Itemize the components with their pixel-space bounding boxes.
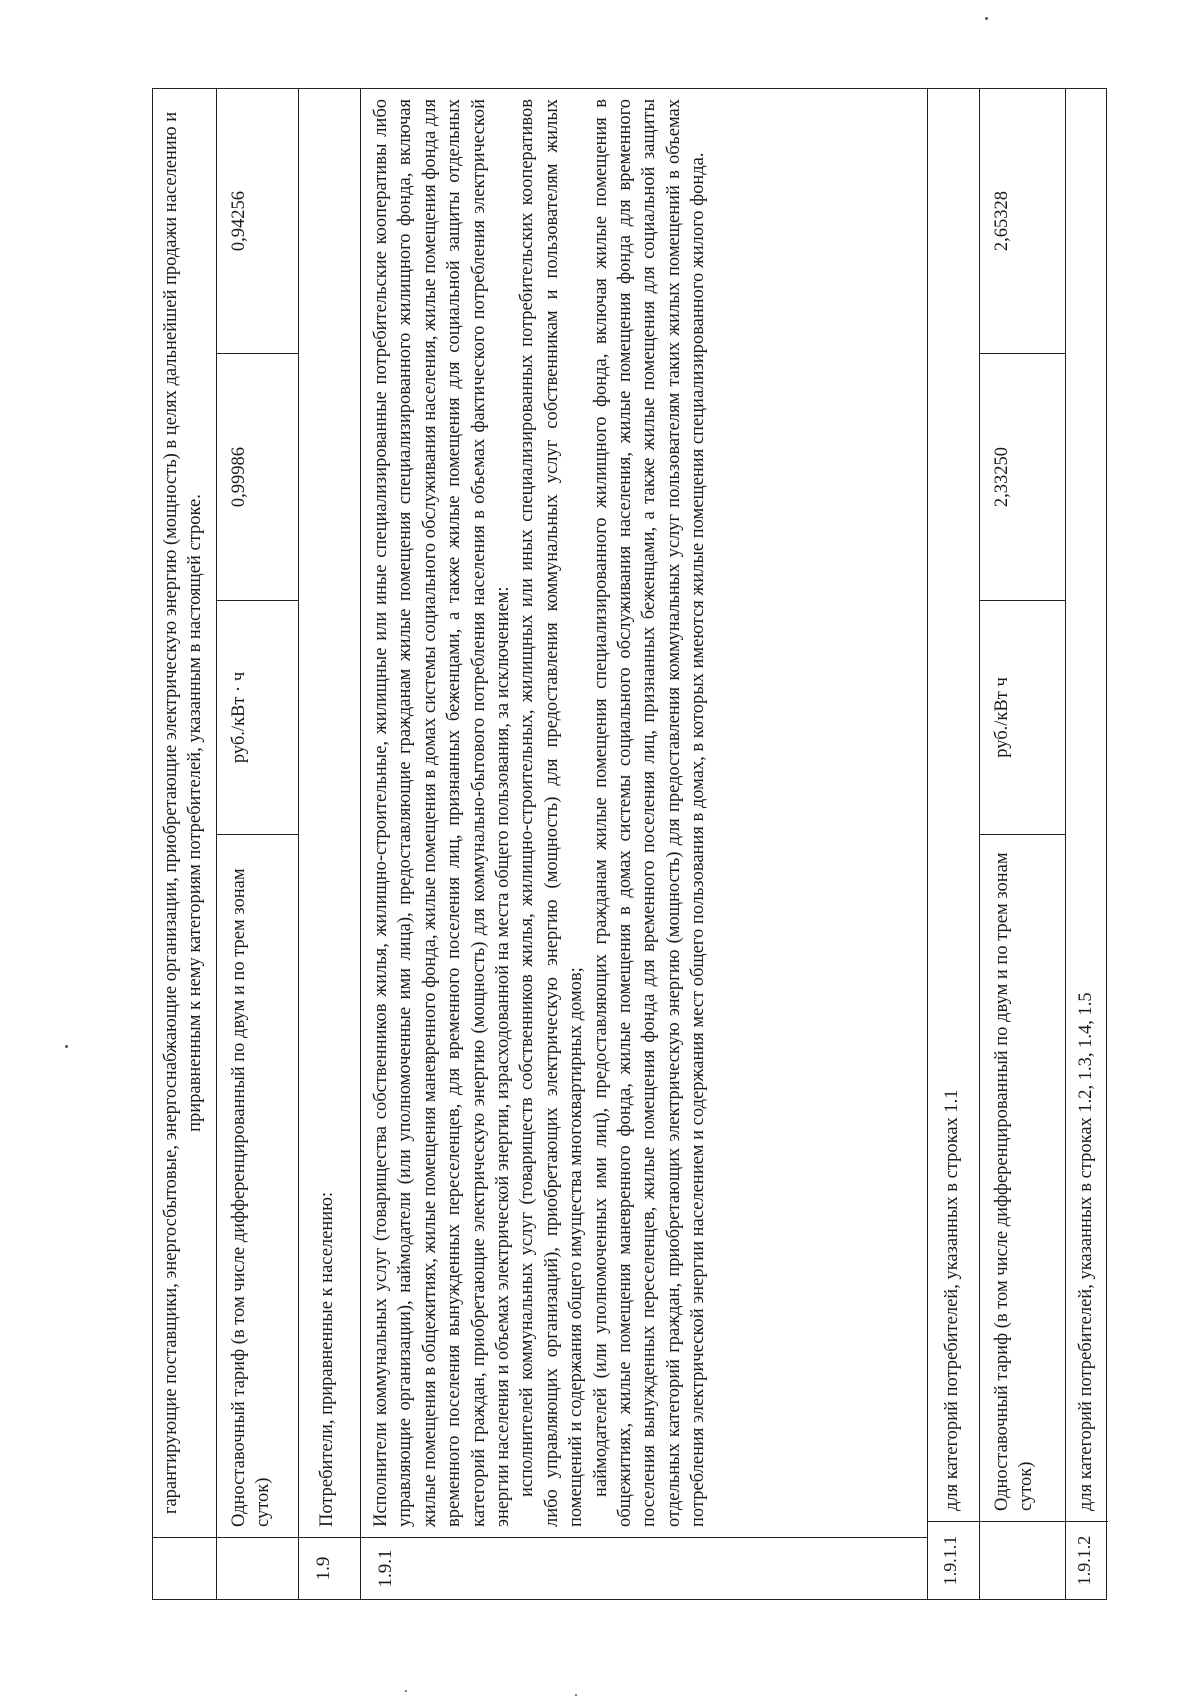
table-row [928,89,980,1599]
tariff-unit: руб./кВт · ч [229,671,249,764]
row-text: Потребители, приравненные к населению: [317,1191,337,1527]
table-row [361,89,928,1599]
scan-speck [65,1045,68,1048]
unit-cell [980,601,1065,835]
rotated-page [152,88,1107,1600]
row-number-cell [299,1537,360,1599]
row-number: 1.9.1 [375,1549,396,1588]
row-text: для категорий потребителей, указанных в строках 1.1 [942,1089,962,1511]
row-text: для категорий потребителей, указанных в строках 1.2, 1.3, 1.4, 1.5 [1076,992,1096,1511]
row-number-cell [217,1537,298,1599]
row-text-cell [1066,89,1108,1521]
tariff-table [152,88,1107,1600]
row-number: 1.9.1.1 [940,1535,960,1586]
tariff-label-cell [217,835,298,1537]
value-cell [980,354,1065,601]
scan-speck [405,1690,407,1692]
value-cell [217,89,298,354]
value-cell [980,89,1065,354]
tariff-value-2: 0,94256 [229,190,249,252]
tariff-label-cell [980,835,1065,1521]
scan-speck [985,17,988,20]
row-number: 1.9 [313,1556,334,1581]
row-text-cell [299,89,360,1537]
tariff-value-1: 0,99986 [229,446,249,508]
paragraph-exception-2: наймодателей (или уполномоченных ими лиц), предоставляющих гражданам жилые помещения специализированного жилищного фонда, включая жилые помещения в общежитиях, жилые помещения маневренного фонда, жилые помещения в домах системы социального обслуживания населения, жилые помещения фонда для временного поселения вынужденных переселенцев, жилые помещения фонда для временного поселения лиц, признанных беженцами, а также жилые помещения для социальной защиты отдельных категорий граждан, приобретающих электрическую энергию (мощность) для предоставления коммунальных услуг пользователям таких жилых помещений в объемах потребления электрической энергии населением и содержания мест общего пользования в домах, в которых имеются жилые помещения специализированного жилого фонда. [590,99,709,1527]
tariff-label: Одноставочный тариф (в том числе дифференцированный по двум и по трем зонам суток) [229,868,274,1527]
row-number-cell [153,1537,216,1599]
tariff-label: Одноставочный тариф (в том числе дифференцированный по двум и по трем зонам суток) [992,852,1037,1511]
row-text-cell [928,89,979,1521]
table-row [217,89,299,1599]
paragraph-exception-1: исполнителей коммунальных услуг (товариществ собственников жилья, жилищно-строительных, жилищных или иных специализированных потребительских кооперативов либо управляющих организаций), приобретающих электрическую энергию (мощность) для предоставления коммунальных услуг собственникам и пользователям жилых помещений и содержания общего имущества многоквартирных домов; [517,99,587,1527]
paragraph-main: Исполнители коммунальных услуг (товарищества собственников жилья, жилищно-строительные, жилищные или иные специализированные потребительские кооперативы либо управляющие организации), наймодатели (или уполномоченные ими лица), предоставляющие гражданам жилые помещения специализированного жилищного фонда, включая жилые помещения в общежитиях, жилые помещения маневренного фонда, жилые помещения в домах системы социального обслуживания населения, жилые помещения фонда для временного поселения вынужденных переселенцев, для временного поселения лиц, признанных беженцами, а также жилые помещения для социальной защиты отдельных категорий граждан, приобретающие электрическую энергию (мощность) для коммунально-бытового потребления населения в объемах фактического потребления электрической энергии населения и объемах электрической энергии, израсходованной на места общего пользования, за исключением: [371,99,514,1527]
row-number-cell [980,1521,1065,1599]
row-text-cell [361,89,927,1537]
row-number-cell [928,1521,979,1599]
row-number-cell [361,1537,927,1599]
table-row [980,89,1066,1599]
row-text-cell [153,89,216,1537]
table-row [1066,89,1108,1599]
tariff-value-2: 2,65328 [992,190,1012,252]
tariff-unit: руб./кВт ч [992,677,1012,758]
unit-cell [217,601,298,835]
row-number: 1.9.1.2 [1074,1535,1094,1586]
row-number-cell [1066,1521,1108,1599]
tariff-value-1: 2,33250 [992,446,1012,508]
scan-speck [575,1694,577,1696]
header-continuation-text: гарантирующие поставщики, энергосбытовые, энергоснабжающие организации, приобретающие электрическую энергию (мощность) в целях дальнейшей продажи населению и приравненным к нему категориям потребителей, указанным в настоящей строке. [161,111,206,1515]
table-row [153,89,217,1599]
table-row [299,89,361,1599]
value-cell [217,354,298,601]
